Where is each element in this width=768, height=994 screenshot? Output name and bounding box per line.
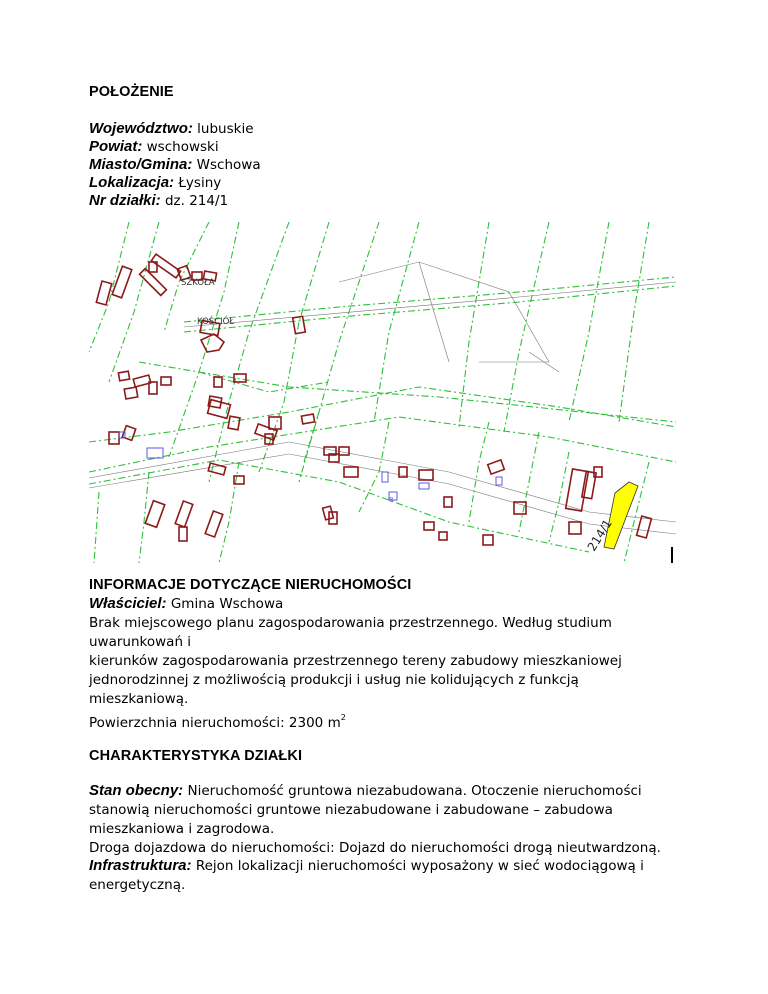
map-label-church: KOŚCIÓŁ: [197, 317, 235, 327]
state-row: [89, 782, 642, 800]
locality-value: Łysiny: [178, 175, 222, 191]
state-text-3: mieszkaniowa i zagrodowa.: [89, 821, 275, 837]
owner-value: Gmina Wschowa: [170, 596, 284, 612]
city-label: Miasto/Gmina:: [89, 156, 193, 173]
area-text: Powierzchnia nieruchomości: 2300 m: [89, 715, 341, 731]
plan-text-line-1: Brak miejscowego planu zagospodarowania przestrzennego. Według studium: [89, 615, 612, 631]
county-row: [89, 138, 219, 156]
plot-number-label: Nr działki:: [89, 192, 161, 209]
small-parcel-number: 8: [389, 496, 394, 504]
infrastructure-text-1: Rejon lokalizacji nieruchomości wyposażony w sieć wodociągową i: [195, 858, 644, 874]
map-label-school: SZKOŁA: [181, 278, 215, 288]
owner-row: [89, 595, 283, 613]
city-row: [89, 156, 261, 174]
locality-row: [89, 174, 221, 192]
state-label: Stan obecny:: [89, 782, 184, 799]
area-superscript: 2: [340, 713, 346, 722]
cadastral-map: [89, 222, 676, 563]
owner-label: Właściciel:: [89, 595, 167, 612]
plan-text-line-4: jednorodzinnej z możliwością produkcji i usług nie kolidujących z funkcją: [89, 672, 579, 688]
infrastructure-text-2: energetyczną.: [89, 877, 186, 893]
voivodeship-row: [89, 120, 254, 138]
infrastructure-row: [89, 857, 644, 875]
access-text: Droga dojazdowa do nieruchomości: Dojazd do nieruchomości drogą nieutwardzoną.: [89, 840, 661, 856]
section-heading-characteristics: CHARAKTERYSTYKA DZIAŁKI: [89, 748, 303, 764]
section-heading-property-info: INFORMACJE DOTYCZĄCE NIERUCHOMOŚCI: [89, 577, 412, 593]
map-label-plot: 214/1: [584, 516, 615, 554]
state-text-2: stanowią nieruchomości gruntowe niezabudowane i zabudowane – zabudowa: [89, 802, 613, 818]
county-label: Powiat:: [89, 138, 143, 155]
voivodeship-value: lubuskie: [197, 121, 254, 137]
plan-text-line-2: uwarunkowań i: [89, 634, 192, 650]
plot-number-row: [89, 192, 228, 210]
plan-text-line-3: kierunków zagospodarowania przestrzennego tereny zabudowy mieszkaniowej: [89, 653, 622, 669]
section-heading-location: POŁOŻENIE: [89, 84, 174, 100]
voivodeship-label: Województwo:: [89, 120, 193, 137]
area-row: [89, 709, 346, 732]
plan-text-line-5: mieszkaniową.: [89, 691, 189, 707]
state-text-1: Nieruchomość gruntowa niezabudowana. Otoczenie nieruchomości: [187, 783, 642, 799]
city-value: Wschowa: [196, 157, 261, 173]
county-value: wschowski: [146, 139, 219, 155]
locality-label: Lokalizacja:: [89, 174, 175, 191]
plot-number-value: dz. 214/1: [164, 193, 229, 209]
infrastructure-label: Infrastruktura:: [89, 857, 192, 874]
